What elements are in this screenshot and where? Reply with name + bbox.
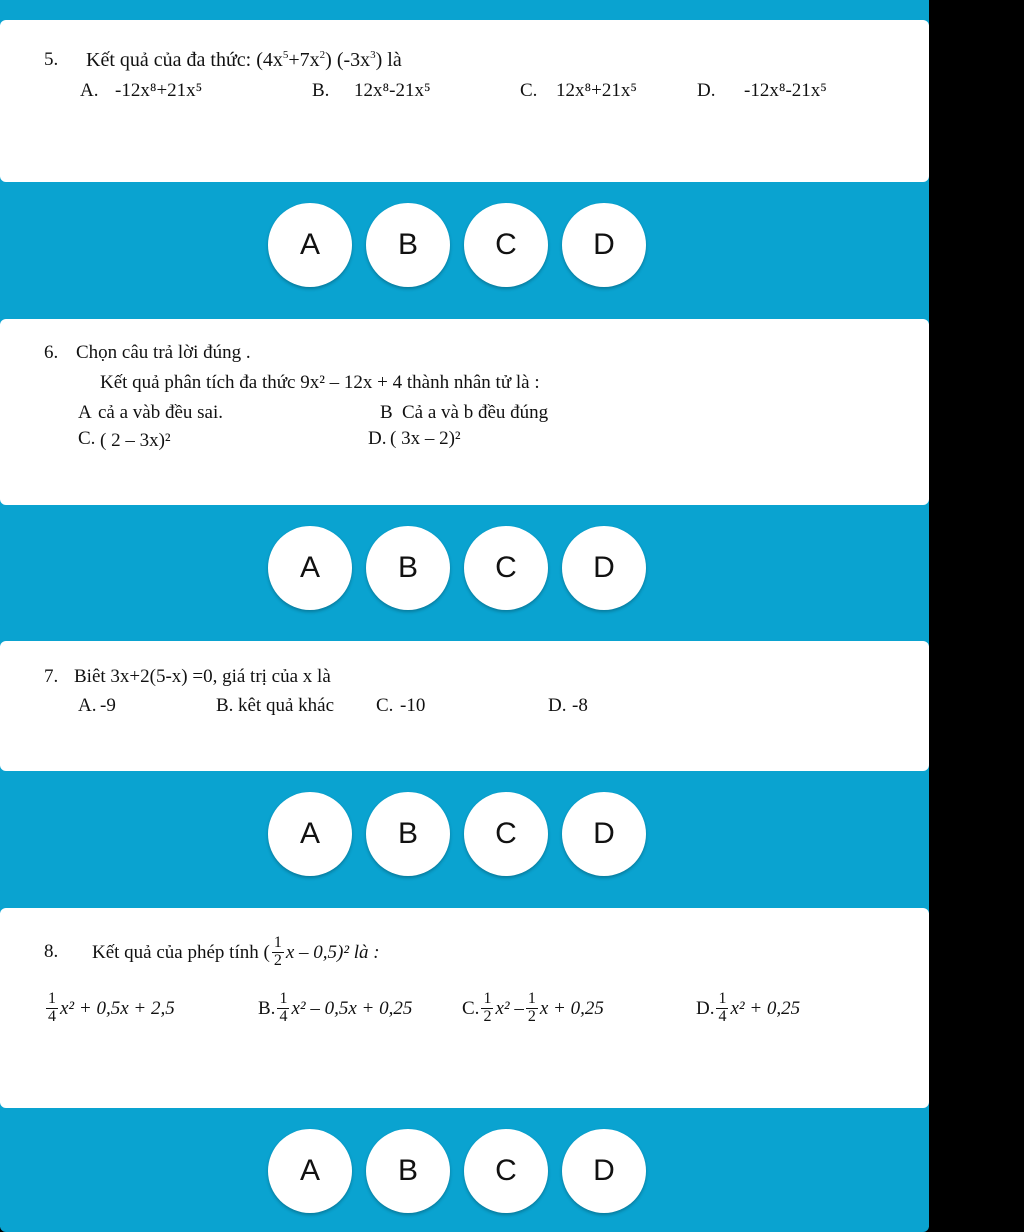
option-c: C. $\frac{1}{2}$ x² – $\frac{1}{2}$ x + 0,25 xyxy=(462,989,604,1025)
question-number: 8. xyxy=(44,941,59,962)
question-stem: Kết quả phân tích đa thức 9x² – 12x + 4 thành nhân tử là : xyxy=(100,372,540,393)
answer-bar-6 xyxy=(0,505,929,629)
option-text-b: Cả a và b đều đúng xyxy=(402,402,549,423)
option-d: D. $\frac{1}{4}$ x² + 0,25 xyxy=(696,989,801,1025)
question-stem: Biêt 3x+2(5-x) =0, giá trị của x là xyxy=(74,666,331,687)
answer-button-b[interactable]: B xyxy=(366,1129,450,1213)
option-text-c: 12x⁸+21x⁵ xyxy=(556,80,637,101)
answer-button-b[interactable]: B xyxy=(366,203,450,287)
question-card-6 xyxy=(0,319,929,505)
option-text-c: -10 xyxy=(400,695,426,716)
option-letter-b: B. xyxy=(312,80,330,101)
question-stem: Kết quả của phép tính ( $\frac{1}{2}$ x – 0,5)² là : xyxy=(92,933,380,969)
answer-button-c[interactable]: C xyxy=(464,792,548,876)
option-letter-d: D. xyxy=(548,695,567,716)
option-letter-c: C. xyxy=(376,695,394,716)
answer-button-a[interactable]: A xyxy=(268,1129,352,1213)
option-text-c: ( 2 – 3x)² xyxy=(100,430,171,451)
option-letter-d: D. xyxy=(697,80,716,101)
answer-button-a[interactable]: A xyxy=(268,203,352,287)
answer-bar-7 xyxy=(0,771,929,895)
option-text-b: kêt quả khác xyxy=(238,695,335,716)
answer-button-c[interactable]: C xyxy=(464,526,548,610)
question-number: 6. xyxy=(44,342,59,363)
answer-button-c[interactable]: C xyxy=(464,1129,548,1213)
question-card-5 xyxy=(0,20,929,182)
option-text-a: -9 xyxy=(100,695,116,716)
question-stem: Kết quả của đa thức: $(4x^5+7x^2)$ $(-3x^3)$ là xyxy=(86,49,402,71)
answer-button-a[interactable]: A xyxy=(268,792,352,876)
answer-bar-5 xyxy=(0,182,929,306)
option-text-a: -12x⁸+21x⁵ xyxy=(115,80,203,101)
answer-button-b[interactable]: B xyxy=(366,792,450,876)
option-letter-a: A xyxy=(78,402,92,423)
answer-bar-8 xyxy=(0,1108,929,1232)
option-b: B. $\frac{1}{4}$ x² – 0,5x + 0,25 xyxy=(258,989,413,1025)
option-text-d: ( 3x – 2)² xyxy=(390,428,461,449)
answer-button-d[interactable]: D xyxy=(562,526,646,610)
option-text-a: cả a vàb đều sai. xyxy=(98,402,224,423)
answer-button-a[interactable]: A xyxy=(268,526,352,610)
option-letter-d: D. xyxy=(368,428,387,449)
option-text-d: -8 xyxy=(572,695,588,716)
answer-button-d[interactable]: D xyxy=(562,203,646,287)
option-a: $\frac{1}{4}$ x² + 0,5x + 2,5 xyxy=(48,989,175,1025)
question-number: 7. xyxy=(44,666,59,687)
option-letter-c: C. xyxy=(520,80,538,101)
option-letter-b: B xyxy=(380,402,393,423)
answer-button-d[interactable]: D xyxy=(562,792,646,876)
option-letter-c: C. xyxy=(78,428,96,449)
answer-button-c[interactable]: C xyxy=(464,203,548,287)
option-letter-a: A. xyxy=(80,80,99,101)
answer-button-b[interactable]: B xyxy=(366,526,450,610)
option-text-d: -12x⁸-21x⁵ xyxy=(744,80,827,101)
question-number: 5. xyxy=(44,49,59,70)
option-text-b: 12x⁸-21x⁵ xyxy=(354,80,431,101)
question-card-8 xyxy=(0,908,929,1108)
option-letter-a: A. xyxy=(78,695,97,716)
question-card-7 xyxy=(0,641,929,771)
answer-button-d[interactable]: D xyxy=(562,1129,646,1213)
option-letter-b: B. xyxy=(216,695,234,716)
question-title: Chọn câu trả lời đúng . xyxy=(76,342,251,363)
